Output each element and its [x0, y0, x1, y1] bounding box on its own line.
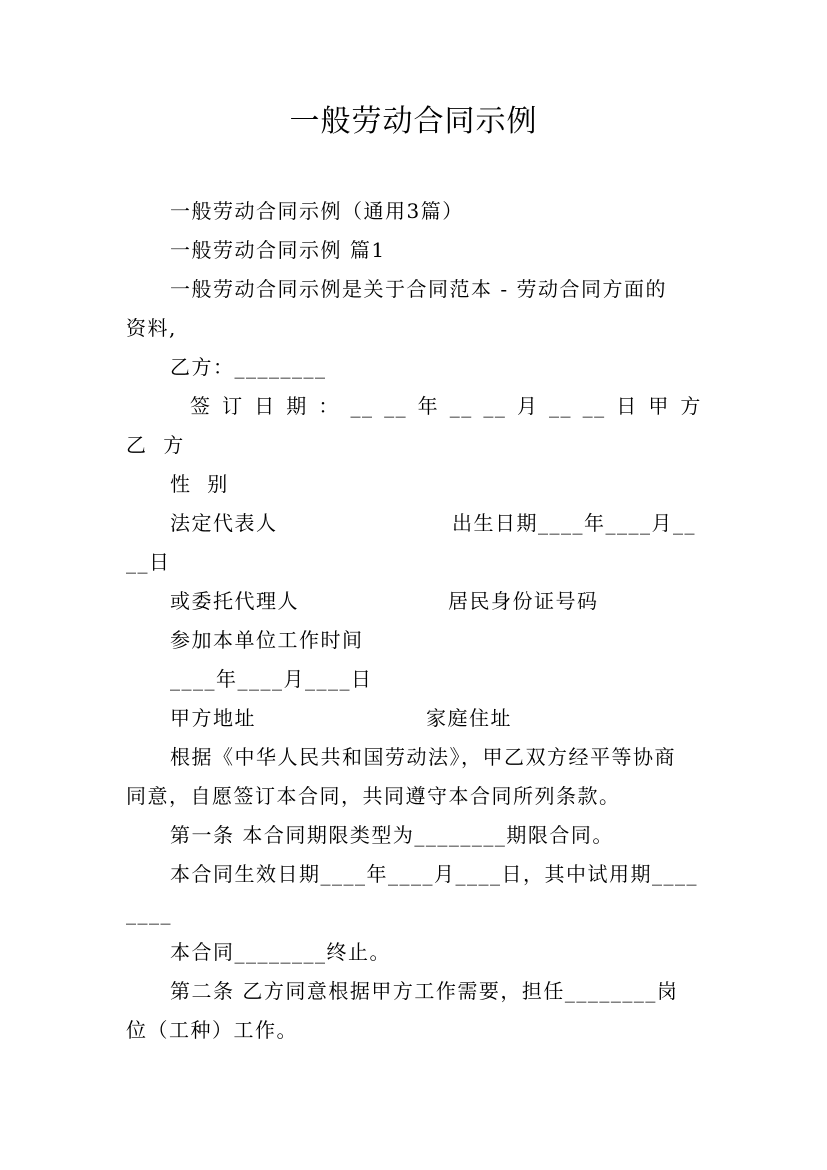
text-line: 位（工种）工作。	[126, 1018, 298, 1042]
text-line: 参加本单位工作时间	[170, 628, 364, 652]
sign-date-token: 签	[190, 394, 212, 418]
sign-date-token: 日	[254, 394, 276, 418]
document-title: 一般劳动合同示例	[289, 104, 538, 139]
text-line: ____	[126, 901, 172, 925]
sign-date-token: 订	[222, 394, 244, 418]
text-line: 第二条 乙方同意根据甲方工作需要，担任________岗	[170, 979, 679, 1003]
sign-date-token: 日	[616, 394, 638, 418]
text-line: 乙方：________	[170, 355, 327, 379]
text-line: 第一条 本合同期限类型为________期限合同。	[170, 823, 614, 847]
text-line: 根据《中华人民共和国劳动法》，甲乙双方经平等协商	[170, 745, 676, 769]
text-line: 乙 方	[126, 433, 185, 457]
text-line: __日	[126, 550, 171, 574]
sign-date-token: 期	[286, 394, 308, 418]
text-line: 一般劳动合同示例是关于合同范本 - 劳动合同方面的	[170, 277, 667, 301]
sign-date-line	[190, 391, 702, 421]
text-line: 家庭住址	[426, 706, 512, 730]
sign-date-token: __	[549, 394, 573, 418]
text-line: 性 别	[170, 472, 229, 496]
text-line: 出生日期____年____月__	[452, 511, 696, 535]
text-line: ____年____月____日	[170, 667, 373, 691]
sign-date-token: __	[384, 394, 408, 418]
text-line: 本合同________终止。	[170, 940, 391, 964]
text-line: 一般劳动合同示例（通用3篇）	[170, 199, 464, 223]
sign-date-token: 方	[680, 394, 702, 418]
sign-date-token: 年	[417, 394, 440, 418]
sign-date-token: __	[449, 394, 473, 418]
sign-date-token: __	[350, 394, 374, 418]
text-line: 同意，自愿签订本合同，共同遵守本合同所列条款。	[126, 784, 621, 808]
sign-date-token: 甲	[648, 394, 670, 418]
text-line: 居民身份证号码	[448, 589, 599, 613]
text-line: 法定代表人	[170, 511, 278, 535]
text-line: 甲方地址	[170, 706, 256, 730]
sign-date-token: ：	[318, 394, 340, 418]
sign-date-token: __	[582, 394, 606, 418]
text-line: 本合同生效日期____年____月____日，其中试用期____	[170, 862, 698, 886]
sign-date-token: __	[483, 394, 507, 418]
text-line: 资料,	[126, 316, 177, 340]
text-line: 一般劳动合同示例 篇1	[170, 238, 386, 262]
sign-date-token: 月	[516, 394, 539, 418]
text-line: 或委托代理人	[170, 589, 299, 613]
